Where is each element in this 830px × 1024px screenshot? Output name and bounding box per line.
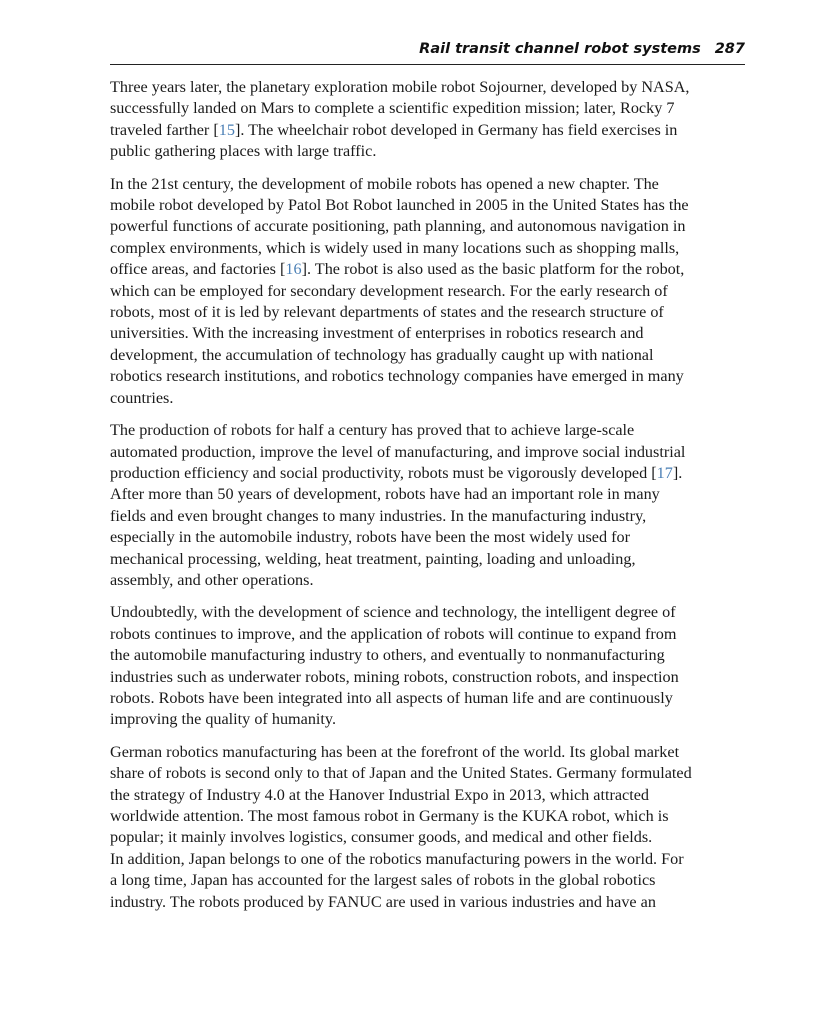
citation-link[interactable]: 16 xyxy=(285,260,302,279)
text-line: popular; it mainly involves logistics, consumer goods, and medical and other fields. xyxy=(110,828,653,847)
page-number: 287 xyxy=(714,41,745,57)
text-line xyxy=(110,463,750,484)
text-line: which can be employed for secondary development research. For the early research of xyxy=(110,281,668,300)
text-line: robots continues to improve, and the application of robots will continue to expand from xyxy=(110,624,677,643)
citation-link[interactable]: 17 xyxy=(656,463,673,482)
text-line: automated production, improve the level of manufacturing, and improve social industrial xyxy=(110,442,686,461)
text-line: robotics research institutions, and robotics technology companies have emerged in many xyxy=(110,367,684,386)
paragraph xyxy=(110,742,750,913)
text-line xyxy=(110,259,750,280)
text-segment: ]. xyxy=(672,463,683,482)
text-segment: ]. The wheelchair robot developed in Germany has field exercises in xyxy=(234,120,678,139)
paragraph xyxy=(110,602,750,730)
body-text xyxy=(110,77,750,924)
text-line: the strategy of Industry 4.0 at the Hanover Industrial Expo in 2013, which attracted xyxy=(110,785,649,804)
paragraph xyxy=(110,174,750,409)
running-head-title: Rail transit channel robot systems xyxy=(419,41,701,57)
text-line: robots. Robots have been integrated into all aspects of human life and are continuously xyxy=(110,688,673,707)
running-head xyxy=(110,38,745,60)
paragraph xyxy=(110,77,750,163)
text-line: industry. The robots produced by FANUC are used in various industries and have an xyxy=(110,892,656,911)
text-line: development, the accumulation of technology has gradually caught up with national xyxy=(110,345,654,364)
text-line: German robotics manufacturing has been at the forefront of the world. Its global market xyxy=(110,742,680,761)
text-line: robots, most of it is led by relevant departments of states and the research structure of xyxy=(110,303,664,322)
text-line: especially in the automobile industry, robots have been the most widely used for xyxy=(110,528,630,547)
text-segment: traveled farther [ xyxy=(110,120,219,139)
text-line: powerful functions of accurate positioning, path planning, and autonomous navigation in xyxy=(110,217,686,236)
text-line: worldwide attention. The most famous robot in Germany is the KUKA robot, which is xyxy=(110,807,669,825)
header-rule xyxy=(110,64,745,65)
text-segment: office areas, and factories [ xyxy=(110,260,286,279)
text-line: a long time, Japan has accounted for the largest sales of robots in the global robotics xyxy=(110,871,656,890)
citation-link[interactable]: 15 xyxy=(218,120,235,139)
paragraph xyxy=(110,420,750,591)
text-line: complex environments, which is widely used in many locations such as shopping malls, xyxy=(110,238,680,257)
text-line: share of robots is second only to that of Japan and the United States. Germany formulated xyxy=(110,764,692,783)
text-line: mobile robot developed by Patol Bot Robot launched in 2005 in the United States has the xyxy=(110,196,689,215)
text-line: industries such as underwater robots, mining robots, construction robots, and inspection xyxy=(110,667,679,686)
text-line: improving the quality of humanity. xyxy=(110,710,336,729)
text-line: The production of robots for half a century has proved that to achieve large-scale xyxy=(110,421,635,440)
text-line: mechanical processing, welding, heat treatment, painting, loading and unloading, xyxy=(110,549,636,568)
text-line: fields and even brought changes to many industries. In the manufacturing industry, xyxy=(110,506,647,525)
text-segment: production efficiency and social productivity, robots must be vigorously developed [ xyxy=(110,463,657,482)
text-line: Three years later, the planetary exploration mobile robot Sojourner, developed by NASA, xyxy=(110,78,690,96)
text-line: In the 21st century, the development of mobile robots has opened a new chapter. The xyxy=(110,174,659,193)
text-line: Undoubtedly, with the development of science and technology, the intelligent degree of xyxy=(110,603,676,622)
text-line: public gathering places with large traffic. xyxy=(110,142,377,161)
text-line: successfully landed on Mars to complete a scientific expedition mission; later, Rocky 7 xyxy=(110,99,675,118)
text-line: After more than 50 years of development, robots have had an important role in many xyxy=(110,485,660,504)
text-segment: ]. The robot is also used as the basic platform for the robot, xyxy=(301,260,685,279)
text-line: In addition, Japan belongs to one of the robotics manufacturing powers in the world. For xyxy=(110,849,684,868)
text-line xyxy=(110,120,750,141)
text-line: countries. xyxy=(110,388,174,407)
text-line: assembly, and other operations. xyxy=(110,570,314,589)
text-line: the automobile manufacturing industry to others, and eventually to nonmanufacturing xyxy=(110,646,665,665)
text-line: universities. With the increasing investment of enterprises in robotics research and xyxy=(110,324,644,343)
